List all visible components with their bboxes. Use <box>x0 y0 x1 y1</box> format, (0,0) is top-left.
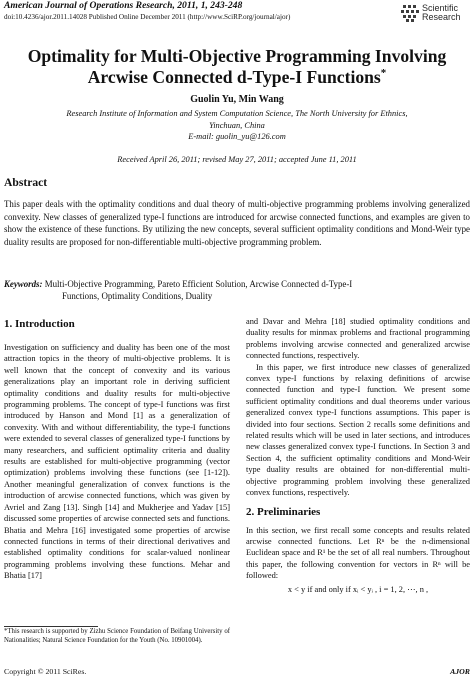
section-heading-introduction: 1. Introduction <box>4 318 75 330</box>
affiliation: Research Institute of Information and System Computation Science, The North University for Ethnics, Yinchuan, China E-mail: guolin_yu@126.com <box>0 108 474 143</box>
copyright-notice: Copyright © 2011 SciRes. <box>4 667 87 676</box>
keywords-label: Keywords: <box>4 279 43 289</box>
abstract-heading: Abstract <box>4 176 48 189</box>
footnote-divider <box>4 626 98 627</box>
paper-title: Optimality for Multi-Objective Programming Involving Arcwise Connected d-Type-I Functions* <box>27 46 447 87</box>
intro-continued-paragraph: and Davar and Mehra [18] studied optimality conditions and duality results for minmax problems and fractional programming problems involving arcwise connected and generalized arcwise connected functions, respectively. <box>246 317 470 361</box>
paper-outline-paragraph: In this paper, we first introduce new classes of generalized convex type-I functions by relaxing definitions of arcwise connected function and type-I function. We present some sufficient optimality conditions and dual theorems under various generalized convex type-I functions assumptions. This paper is divided into four sections. Section 2 recalls some definitions and related results which will be used in later sections, and introduces new classes generalized convex type-I functions. In Section 3 and Section 4, the sufficient optimality conditions and Mond-Weir type duality results are obtained for non-differential multi-objective programming problem involving these generalized convex functions, respectively. <box>246 362 470 498</box>
title-footnote-marker: * <box>380 67 387 80</box>
vector-convention-formula: x < y if and only if xᵢ < yᵢ , i = 1, 2, ⋯, n , <box>287 584 429 594</box>
submission-dates: Received April 26, 2011; revised May 27, 2011; accepted June 11, 2011 <box>117 155 357 164</box>
preliminaries-paragraph: In this section, we first recall some concepts and results related arcwise connected functions. Let Rⁿ be the n-dimensional Euclidean space and R¹ be the set of all real numbers. Throughout this paper, the following convention for vectors in Rⁿ will be followed: <box>246 525 470 581</box>
journal-abbreviation: AJOR <box>450 667 470 676</box>
left-column <box>4 318 230 582</box>
logo-wordmark: Scientific Research <box>422 3 461 22</box>
doi-line: doi:10.4236/ajor.2011.14028 Published Online December 2011 (http://www.SciRP.org/journal/ajor) <box>4 13 291 21</box>
right-column <box>246 316 470 595</box>
keywords: Keywords: Multi-Objective Programming, Pareto Efficient Solution, Arcwise Connected d-Type-I Functions, Optimality Conditions, Duality <box>4 279 353 302</box>
section-heading-preliminaries: 2. Preliminaries <box>246 505 321 518</box>
author-names: Guolin Yu, Min Wang <box>190 94 284 105</box>
funding-footnote: *This research is supported by Zizhu Science Foundation of Beifang University of Nationalities; Natural Science Foundation for the Youth (No. 10901004). <box>4 628 230 644</box>
publisher-logo <box>400 2 472 26</box>
author-email: E-mail: guolin_yu@126.com <box>188 132 286 141</box>
journal-citation: American Journal of Operations Research, 2011, 1, 243-248 <box>4 0 243 11</box>
abstract-text: This paper deals with the optimality conditions and dual theory of multi-objective programming problems involving generalized convexity. New classes of generalized type-I functions are introduced for arcwise connected functions, and examples are given to show the existence of these functions. By utilizing the new concepts, several sufficient optimality conditions and Mond-Weir type duality results are proposed for non-differentiable multi-objective programming problem. <box>4 199 470 247</box>
scirp-logo-icon <box>400 3 420 23</box>
intro-paragraph: Investigation on sufficiency and duality has been one of the most attraction topics in the theory of multi-objective problems. It is well known that the concept of convexity and its various generalizations play an important role in deriving sufficient optimality conditions and duality results for multi-objective programming problems. The concept of type-I functions was first introduced by Hanson and Mond [1] as a generalization of convexity. With and without differentiability, the type-I functions were extended to several classes of generalized type-I functions by many researchers, and sufficient optimality criteria and duality results are established for multi-objective programming (vector optimization) problems involving these functions (see [1-12]). Another meaningful generalization of convex functions is the introduction of arcwise connected functions, which was given by Avriel and Zang [13]. Singh [14] and Mukherjee and Yadav [15] discussed some properties of arcwise connected sets and functions. Bhatia and Mehra [16] investigated some properties of arcwise connected functions in terms of their directional derivatives and established optimality conditions for scalar-valued nonlinear programming problems involving these functions. Mehar and Bhatia [17] <box>4 343 230 581</box>
running-header <box>4 0 334 22</box>
